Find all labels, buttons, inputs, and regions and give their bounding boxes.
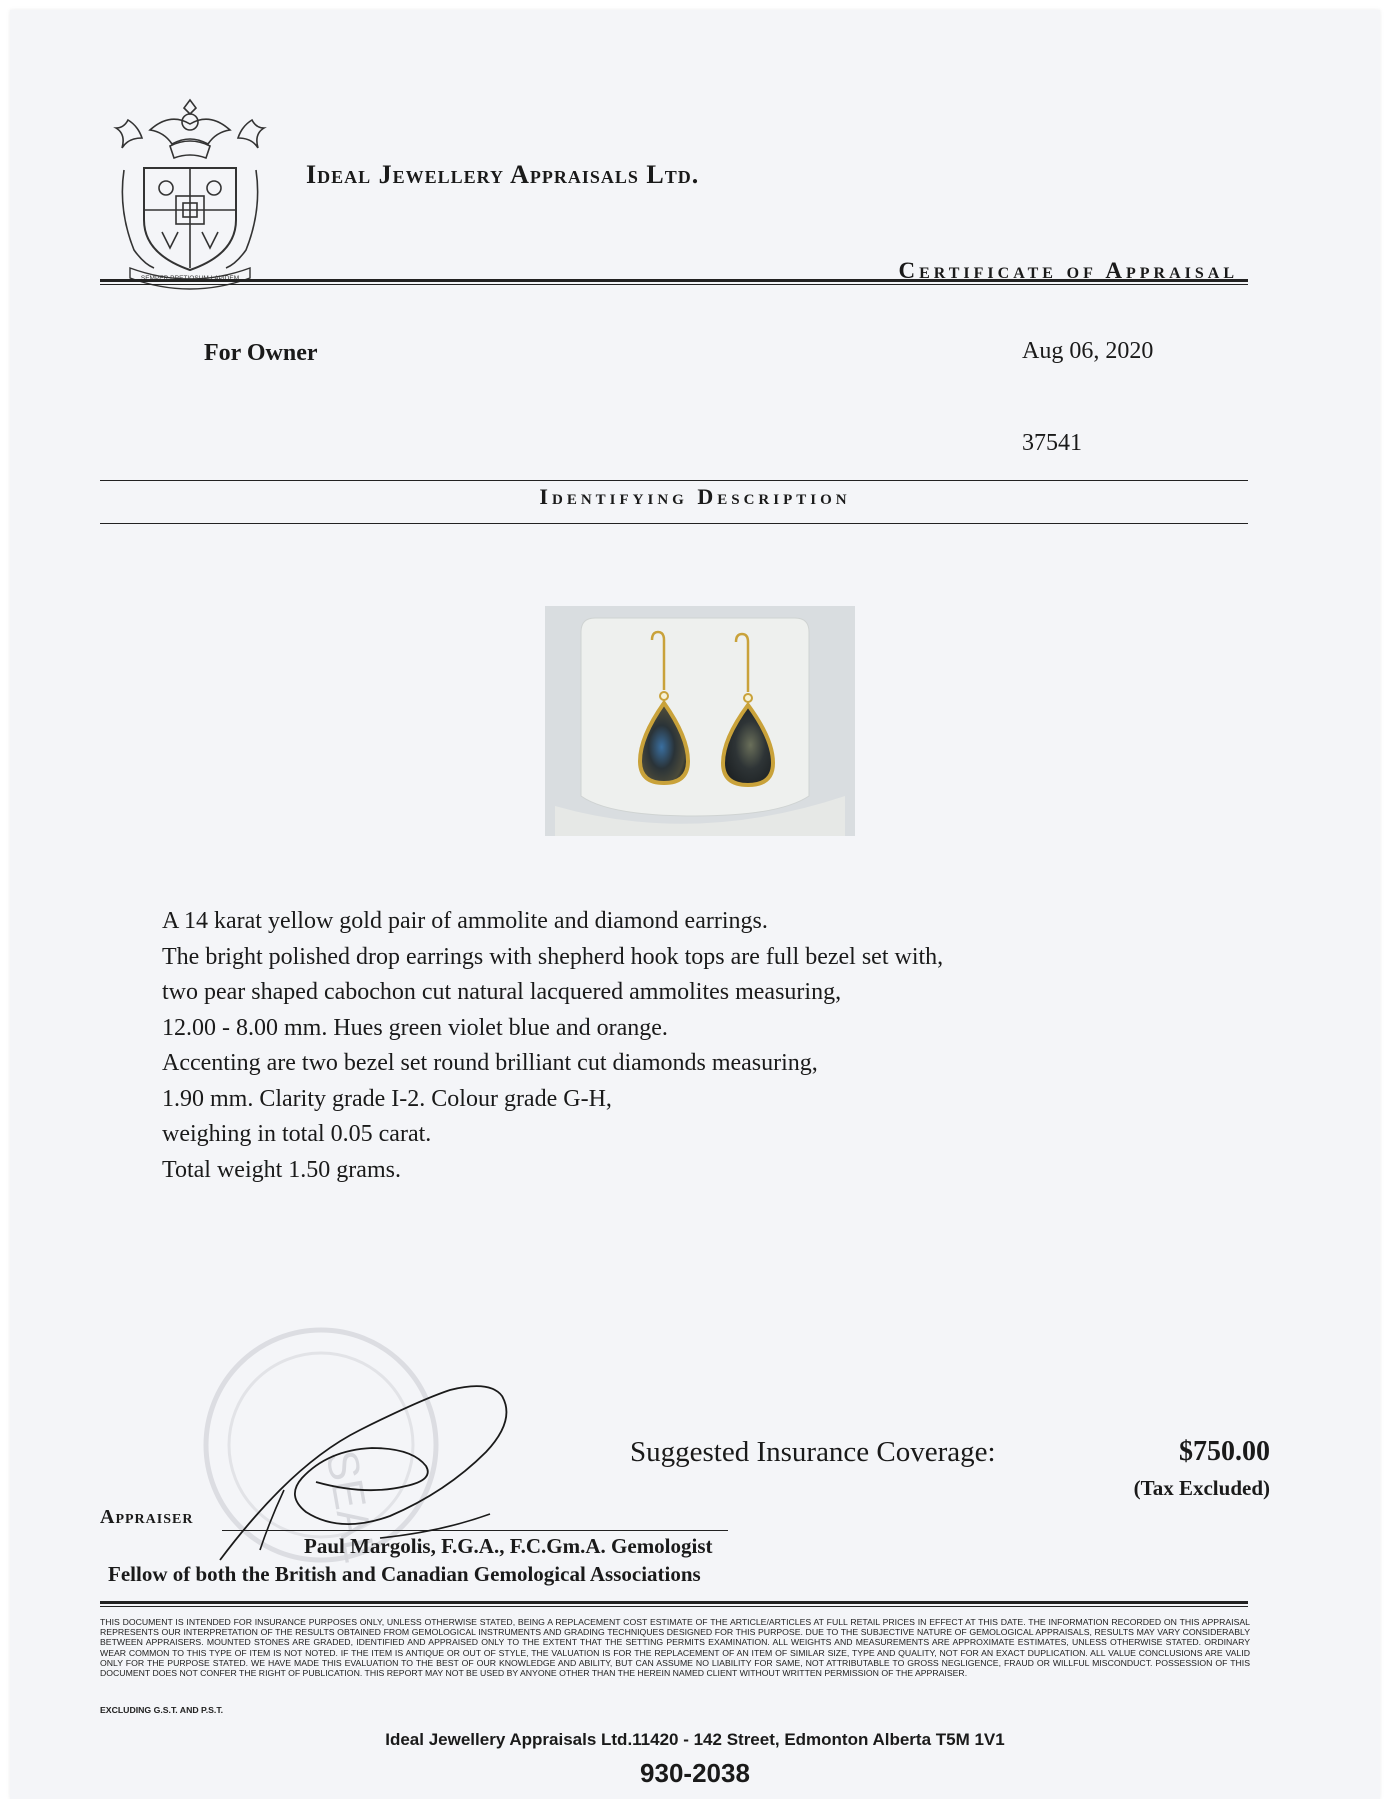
section-bottom-rule — [100, 523, 1248, 524]
appraiser-name: Paul Margolis, F.G.A., F.C.Gm.A. Gemologist — [304, 1534, 713, 1558]
crest-motto: SEMPER PRETIOSUM LAPIDEM — [140, 275, 240, 282]
handwritten-signature — [200, 1370, 560, 1580]
item-description — [162, 904, 943, 1188]
company-address: Ideal Jewellery Appraisals Ltd.11420 - 142 Street, Edmonton Alberta T5M 1V1 — [385, 1730, 1005, 1749]
footer-divider — [100, 1601, 1248, 1607]
description-line: weighing in total 0.05 carat. — [162, 1121, 432, 1147]
description-line: Accenting are two bezel set round brilliant cut diamonds measuring, — [162, 1050, 818, 1076]
appraisal-number: 37541 — [1022, 430, 1082, 456]
document-title: Certificate of Appraisal — [898, 258, 1238, 283]
description-line: The bright polished drop earrings with shepherd hook tops are full bezel set with, — [162, 943, 944, 970]
owner-label: For Owner — [204, 340, 318, 366]
description-line: Total weight 1.50 grams. — [162, 1156, 401, 1183]
company-name: Ideal Jewellery Appraisals Ltd. — [306, 160, 700, 189]
section-top-rule — [100, 480, 1248, 481]
description-line: 1.90 mm. Clarity grade I-2. Colour grade G-H, — [162, 1085, 612, 1112]
appraiser-label: Appraiser — [100, 1506, 194, 1528]
appraiser-fellowship: Fellow of both the British and Canadian Gemological Associations — [108, 1562, 701, 1586]
earrings-photo — [545, 606, 855, 836]
header-divider — [100, 279, 1248, 285]
legal-disclaimer: THIS DOCUMENT IS INTENDED FOR INSURANCE PURPOSES ONLY, UNLESS OTHERWISE STATED, BEING A REPLACEMENT COST ESTIMATE OF THE ARTICLE/ARTICLES AT FULL RETAIL PRICES IN EFFECT AT THIS DATE. THE INFORMATION RECORDED ON THIS APPRAISAL REPRESENTS OUR INTERPRETATION OF THE RESULTS OBTAINED FROM GEMOLOGICAL INSTRUMENTS AND GRADING TECHNIQUES DESIGNED FOR THIS PURPOSE. DUE TO THE SUBJECTIVE NATURE OF GEMOLOGICAL APPRAISALS, RESULTS MAY VARY CONSIDERABLY BETWEEN APPRAISERS. MOUNTED STONES ARE GRADED, IDENTIFIED AND APPRAISED ONLY TO THE EXTENT THAT THE SETTING PERMITS EXAMINATION. ALL WEIGHTS AND MEASUREMENTS ARE APPROXIMATE ESTIMATES, UNLESS OTHERWISE STATED. ORDINARY WEAR COMMON TO THIS TYPE OF ITEM IS NOT NOTED. IF THE ITEM IS ANTIQUE OR OUT OF STYLE, THE VALUATION IS FOR THE REPLACEMENT OF AN ITEM OF SIMILAR SIZE, TYPE AND QUALITY, NOT FOR AN EXACT DUPLICATION. ALL VALUE CONCLUSIONS ARE VALID ONLY FOR THE PURPOSE STATED. WE HAVE MADE THIS EVALUATION TO THE BEST OF OUR KNOWLEDGE AND ABILITY, BUT CAN ASSUME NO LIABILITY FOR SAME, NOT ATTRIBUTABLE TO GROSS NEGLIGENCE, FRAUD OR WILLFUL MISCONDUCT. POSSESSION OF THIS DOCUMENT DOES NOT CONFER THE RIGHT OF PUBLICATION. THIS REPORT MAY NOT BE USED BY ANYONE OTHER THAN THE HEREIN NAMED CLIENT WITHOUT WRITTEN PERMISSION OF THE APPRAISER. — [100, 1617, 1250, 1679]
description-line: two pear shaped cabochon cut natural lacquered ammolites measuring, — [162, 979, 842, 1005]
coverage-amount: $750.00 — [1179, 1436, 1270, 1467]
seal-text: SEAL — [316, 1446, 385, 1567]
coverage-label: Suggested Insurance Coverage: — [630, 1436, 996, 1468]
section-heading: Identifying Description — [539, 484, 851, 509]
coat-of-arms-crest-icon — [110, 90, 270, 290]
tax-note: (Tax Excluded) — [1133, 1476, 1270, 1500]
tax-exclusion-note: EXCLUDING G.S.T. AND P.S.T. — [100, 1705, 224, 1715]
company-phone: 930-2038 — [640, 1758, 750, 1788]
appraisal-date: Aug 06, 2020 — [1022, 338, 1154, 364]
description-line: 12.00 - 8.00 mm. Hues green violet blue and orange. — [162, 1014, 668, 1041]
description-line: A 14 karat yellow gold pair of ammolite and diamond earrings. — [162, 908, 768, 934]
